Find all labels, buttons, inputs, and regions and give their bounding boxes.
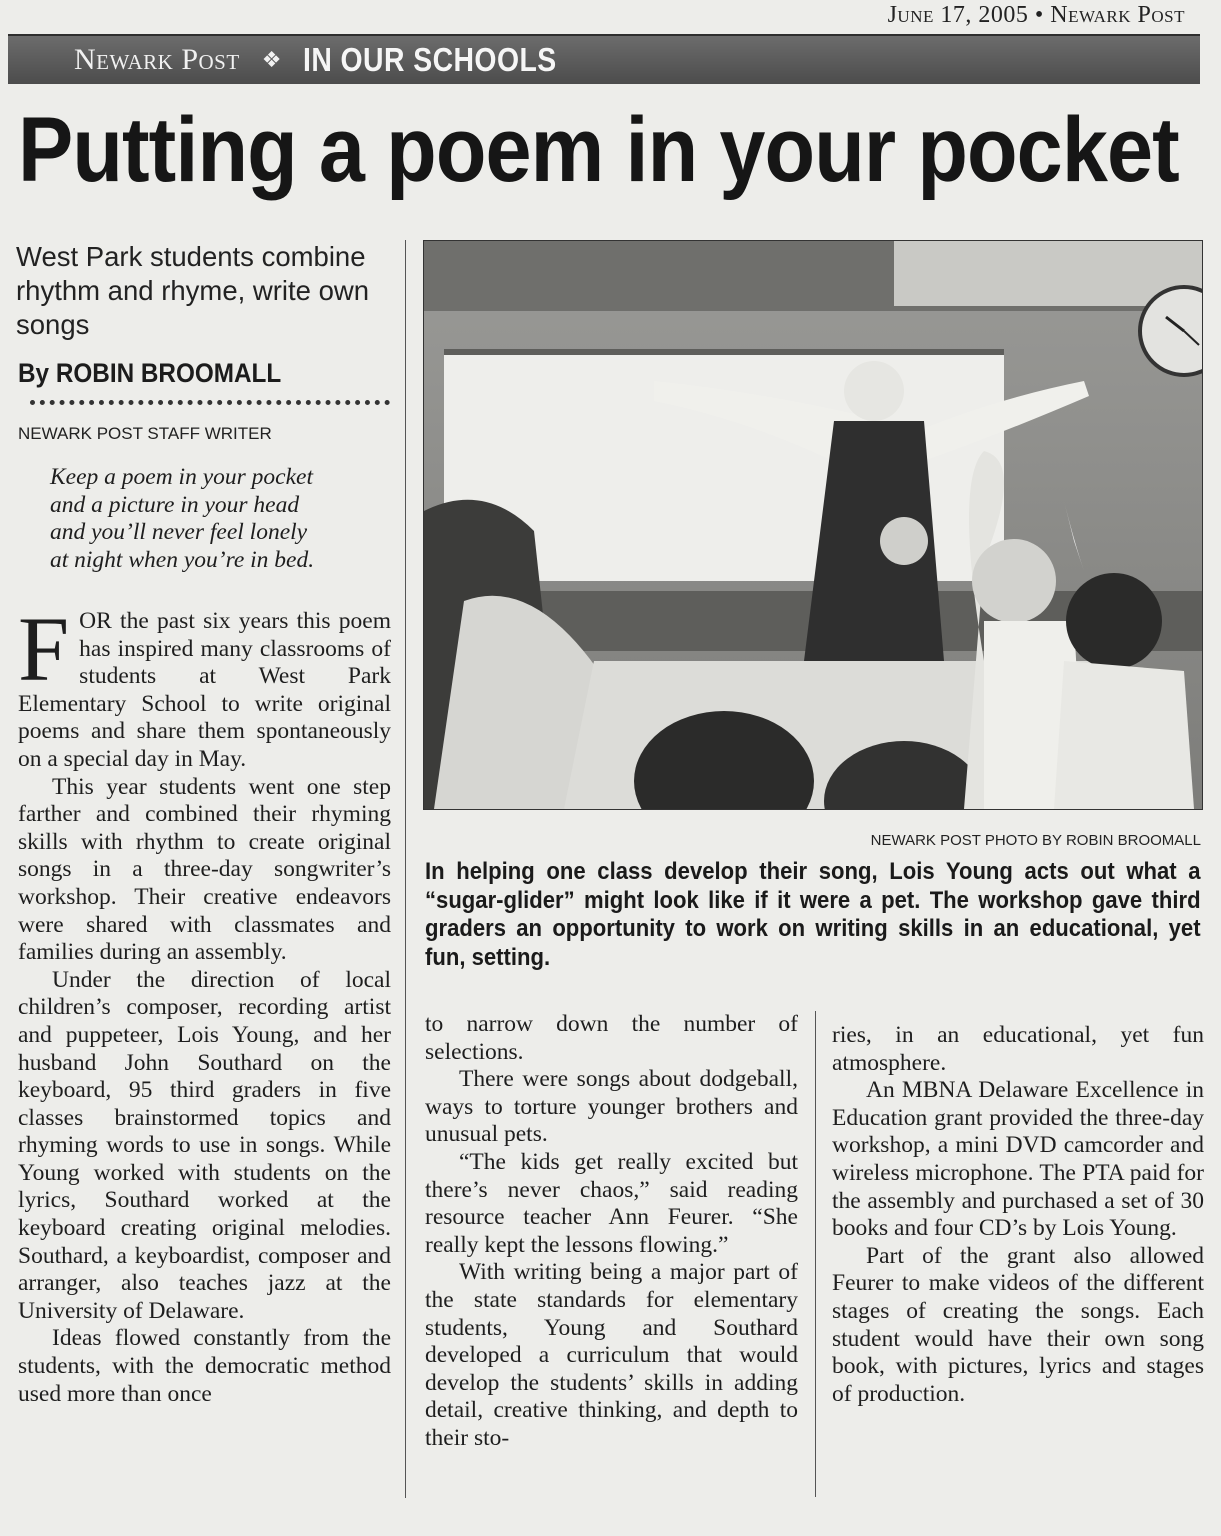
paragraph: There were songs about dodgeball, ways to torture younger brothers and unusual pets. bbox=[425, 1066, 798, 1148]
poem-line: and you’ll never feel lonely bbox=[50, 519, 308, 545]
photo-caption: In helping one class develop their song, Lois Young acts out what a “sugar-glider” might look like if it were a pet. The workshop gave third graders an opportunity to work on writing skills in an educational, yet fun, setting. bbox=[425, 858, 1201, 971]
poem-line: Keep a poem in your pocket bbox=[50, 464, 313, 490]
headline: Putting a poem in your pocket bbox=[18, 99, 1179, 201]
section-banner bbox=[8, 34, 1200, 84]
paragraph: to narrow down the number of selections. bbox=[425, 1011, 798, 1065]
staff-writer-label: NEWARK POST STAFF WRITER bbox=[18, 424, 272, 443]
article-column-3 bbox=[832, 1022, 1204, 1408]
banner-paper-name: Newark Post bbox=[74, 43, 240, 76]
classroom-photo-illustration bbox=[424, 241, 1202, 809]
poem-line: and a picture in your head bbox=[50, 491, 300, 518]
deck-subheadline: West Park students combine rhythm and rhyme, write own songs bbox=[16, 241, 370, 340]
paragraph: ries, in an educational, yet fun atmosphere. bbox=[832, 1022, 1204, 1076]
article-column-2 bbox=[425, 1011, 798, 1453]
poem-epigraph bbox=[50, 464, 390, 574]
paragraph: FOR the past six years this poem has inspired many classrooms of students at West Park Elementary School to write original poems and share them spontaneously on a special day in May. bbox=[18, 598, 391, 772]
column-rule bbox=[815, 1011, 816, 1497]
photo-credit: NEWARK POST PHOTO BY ROBIN BROOMALL bbox=[870, 832, 1201, 849]
drop-cap: F bbox=[18, 598, 70, 700]
banner-section-name: IN OUR SCHOOLS bbox=[303, 41, 558, 78]
column-rule bbox=[405, 240, 406, 1498]
diamond-ornament-icon: ❖ bbox=[261, 47, 282, 72]
article-column-1 bbox=[18, 598, 391, 1408]
dateline: June 17, 2005 • Newark Post bbox=[887, 2, 1185, 28]
paragraph: An MBNA Delaware Excellence in Education grant provided the three-day workshop, a mini DVD camcorder and wireless microphone. The PTA paid for the assembly and purchased a set of 30 books and four CD’s by Lois Young. bbox=[832, 1077, 1204, 1242]
paragraph: With writing being a major part of the state standards for elementary students, Young and Southard developed a curriculum that would develop the students’ skills in adding detail, creative thinking, and depth to their sto- bbox=[425, 1259, 798, 1451]
byline: By ROBIN BROOMALL bbox=[18, 358, 282, 388]
poem-line: at night when you’re in bed. bbox=[50, 546, 315, 573]
paragraph: Ideas flowed constantly from the students, with the democratic method used more than once bbox=[18, 1325, 391, 1407]
paragraph: This year students went one step farther and combined their rhyming skills with rhythm to create original songs in a three-day songwriter’s workshop. Their creative endeavors were shared with classmates and families during an assembly. bbox=[18, 773, 391, 966]
dotted-divider bbox=[30, 400, 390, 405]
paragraph: “The kids get really excited but there’s never chaos,” said reading resource teacher Ann Feurer. “She really kept the lessons flowing.” bbox=[425, 1148, 798, 1258]
paragraph: Part of the grant also allowed Feurer to make videos of the different stages of creating the songs. Each student would have their own song book, with pictures, lyrics and stages of production. bbox=[832, 1242, 1204, 1407]
paragraph: Under the direction of local children’s composer, recording artist and puppeteer, Lois Young, and her husband John Southard on the keyboard, 95 third graders in five classes brainstormed topics and rhyming words to use in songs. While Young worked with students on the lyrics, Southard worked at the keyboard creating original melodies. Southard, a keyboardist, composer and arranger, also teaches jazz at the University of Delaware. bbox=[18, 966, 391, 1324]
classroom-photo bbox=[423, 240, 1203, 810]
